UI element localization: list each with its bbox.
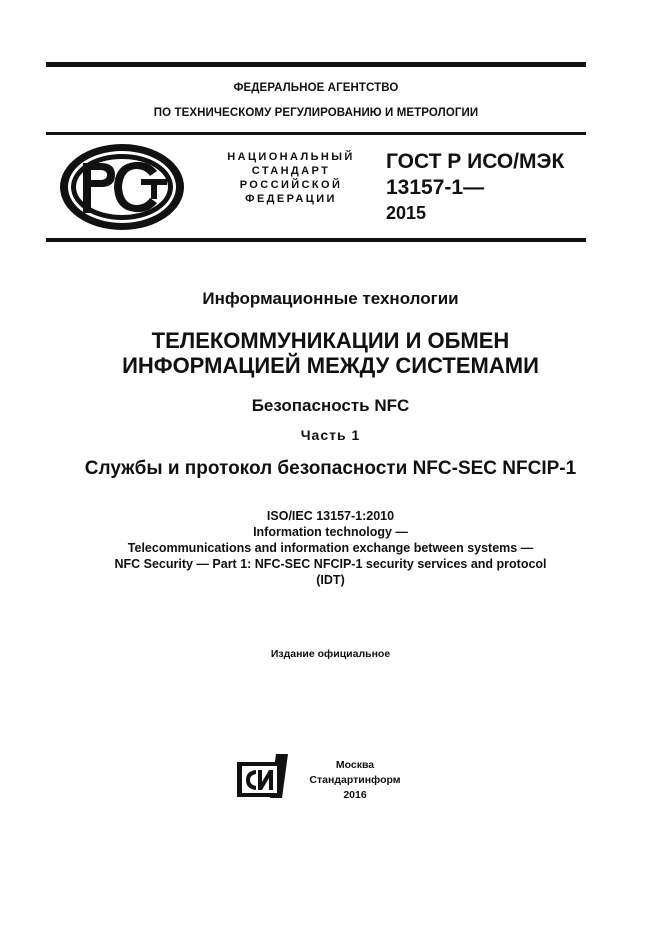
english-line-2: Information technology — [253,525,408,539]
designation-line-2: 13157-1— [386,176,485,199]
english-line-4: NFC Security — Part 1: NFC-SEC NFCIP-1 security services and protocol [114,557,547,571]
national-line-3: РОССИЙСКОЙ [239,179,343,191]
publisher-city: Москва [335,759,375,771]
part-label: Часть 1 [300,427,361,443]
main-title-line-1: ТЕЛЕКОММУНИКАЦИИ И ОБМЕН [151,328,510,353]
publisher-imprint [300,758,410,803]
rst-certification-mark-icon [57,141,187,233]
standard-designation [386,149,564,201]
english-reference [0,508,661,588]
publisher-name: Стандартинформ [309,774,401,786]
main-title-line-2: ИНФОРМАЦИЕЙ МЕЖДУ СИСТЕМАМИ [122,353,539,378]
top-rule [46,62,586,67]
national-line-4: ФЕДЕРАЦИИ [245,193,337,205]
agency-line-2: ПО ТЕХНИЧЕСКОМУ РЕГУЛИРОВАНИЮ И МЕТРОЛОГИИ [153,107,479,119]
national-standard-label [210,150,372,206]
national-line-2: СТАНДАРТ [251,165,331,177]
english-line-3: Telecommunications and information exchange between systems — [127,541,534,555]
designation-line-1: ГОСТ Р ИСО/МЭК [386,150,565,173]
iso-designation: ISO/IEC 13157-1:2010 [266,509,395,523]
main-title [0,328,661,378]
edition-label: Издание официальное [270,648,391,660]
part-title: Службы и протокол безопасности NFC-SEC NFCIP-1 [84,458,577,479]
equivalence-label: (IDT) [316,573,345,587]
agency-line-1: ФЕДЕРАЛЬНОЕ АГЕНТСТВО [233,82,399,94]
general-title: Информационные технологии [202,289,459,308]
standard-year: 2015 [386,203,427,223]
publication-year: 2016 [343,789,367,801]
national-line-1: НАЦИОНАЛЬНЫЙ [227,151,355,163]
subject-title: Безопасность NFC [251,396,410,415]
header-rule [46,132,586,135]
standard-block-rule [46,238,586,242]
standartinform-logo-icon [236,754,288,798]
